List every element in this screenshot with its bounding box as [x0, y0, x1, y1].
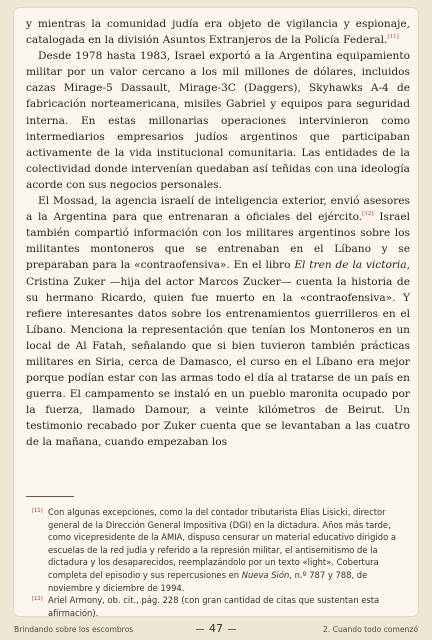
footnote-divider [26, 496, 74, 497]
chapter-title-footer: 2. Cuando todo comenzó [323, 625, 418, 634]
paragraph-2: Desde 1978 hasta 1983, Israel exportó a la Argentina equipamiento militar por un valor cercano a los mil millones de dólares, incluidos cazas Mirage-5 Dassault, Mirage-3C (Daggers), Skyhawks A-4 de fabricación norteamericana, misiles Gabriel y equipos para seguridad interna. En estas millonarias operaciones intervinieron como intermediarios empresarios judíos argentinos que participaban activamente de la vida institucional comunitaria. Las entidades de la colectividad donde intervenían quedaban así teñidas con una ideología acorde con sus negocios personales. [26, 50, 410, 191]
footnote-number-11[interactable]: [11] [32, 508, 43, 514]
body-text [26, 16, 410, 451]
footnote-11-part-2: , n.º 787 y 788, de noviembre y diciembre de 1994. [48, 569, 368, 593]
paragraph-3 [26, 193, 410, 451]
page [14, 8, 418, 616]
footnotes [26, 506, 410, 619]
book-title: El tren de la victoria [294, 259, 407, 272]
paragraph-3-part-2: Israel también compartió información con los militares argentinos sobre los militantes montoneros que se entrenaban en el Líbano y se preparaban para la «contraofensiva». En el libro [26, 211, 410, 272]
footnote-11 [26, 506, 410, 594]
page-footer [0, 622, 432, 638]
paragraph-3-part-3: , Cristina Zuker —hija del actor Marcos Zucker— cuenta la historia de su hermano Ricardo, quien fue muerto en la «contraofensiva». Y refiere interesantes datos sobre los entrenamientos guerrilleros en el Líbano. Menciona la representación que tenían los Montoneros en un local de Al Fatah, señalando que si bien tuvieron también prácticas militares en Siria, cerca de Damasco, el curso en el Líbano era mejor porque podían estar con las armas todo el día al tratarse de un país en guerra. El campamento se instaló en un pueblo maronita ocupado por la fuerza, llamado Damour, a veinte kilómetros de Beirut. Un testimonio recabado por Zuker cuenta que se levantaban a las cuatro de la mañana, cuando empezaban los [26, 259, 410, 449]
footnote-12 [26, 594, 410, 619]
footnote-11-part-1: Con algunas excepciones, como la del contador tributarista Elías Lisicki, director general de la Dirección General Impositiva (DGI) en la dictadura. Años más tarde, como vicepresidente de la AMIA, dispuso censurar un material educativo dirigido a escuelas de la red judía y referido a la represión militar, el antisemitismo de la dictadura y los desaparecidos, reemplazándolo por un texto «light». Cobertura completa del episodio y sus repercusiones en [48, 507, 396, 580]
book-title-footer: Brindando sobre los escombros [14, 625, 134, 634]
footnote-ref-11[interactable]: [11] [387, 34, 399, 41]
journal-title: Nueva Sión [241, 569, 290, 580]
paragraph-1 [26, 16, 410, 48]
paragraph-3-part-1: El Mossad, la agencia israelí de inteligencia exterior, envió asesores a la Argentina para que entrenaran a oficiales del ejército. [26, 195, 410, 224]
footnote-12-text: Ariel Armony, ob. cit., pág. 228 (con gran cantidad de citas que sustentan esta afirmación). [48, 595, 380, 618]
footnote-number-12[interactable]: [12] [32, 596, 43, 603]
paragraph-1-text: y mientras la comunidad judía era objeto de vigilancia y espionaje, catalogada en la división Asuntos Extranjeros de la Policía Federal. [26, 18, 410, 47]
page-number-dash-left [196, 629, 204, 630]
page-number-dash-right [228, 629, 236, 630]
footnote-ref-12[interactable]: [12] [362, 211, 374, 218]
page-number: 47 [209, 622, 223, 635]
